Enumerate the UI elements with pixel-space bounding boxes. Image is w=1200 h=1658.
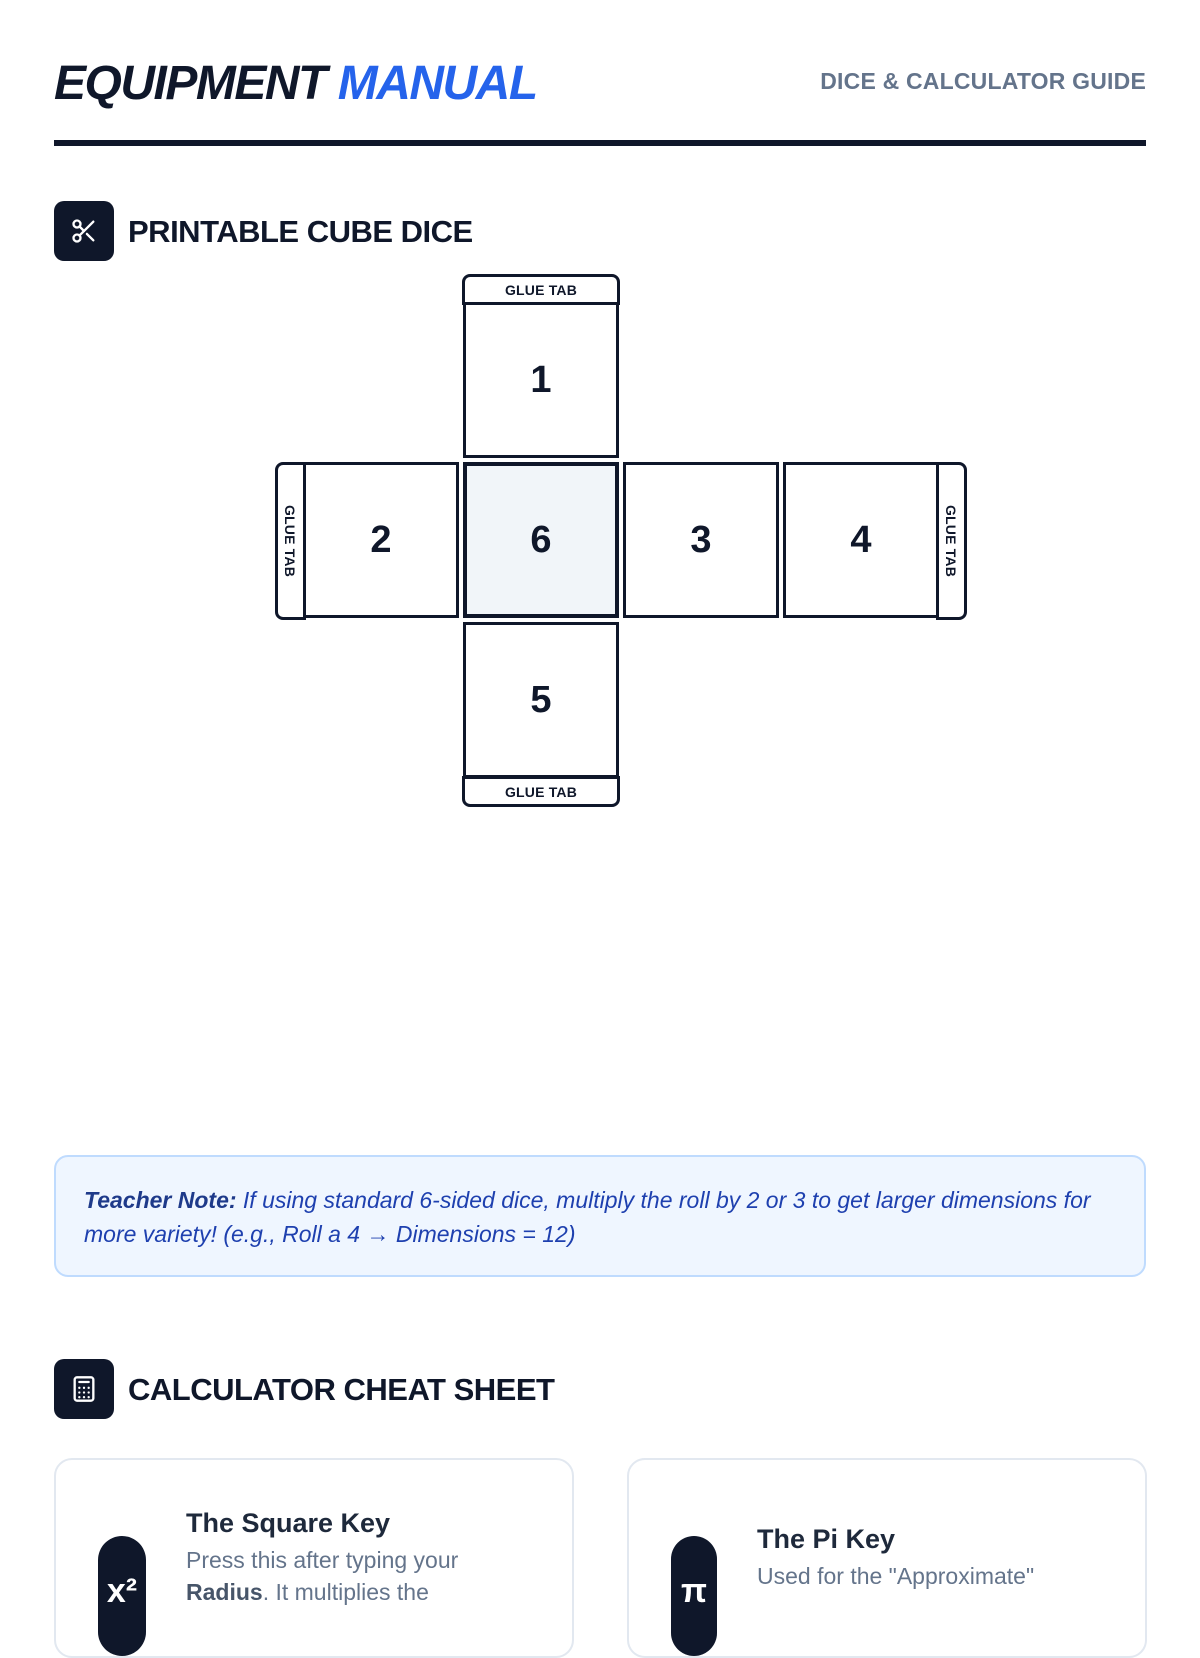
square-key-title: The Square Key (186, 1508, 391, 1538)
pi-key-icon: π (671, 1536, 717, 1656)
dice-face-right: 3 (623, 462, 779, 618)
calculator-icon (54, 1359, 114, 1419)
dice-face-left: 2 (303, 462, 459, 618)
glue-tab-right (936, 462, 967, 620)
calculator-section-title: CALCULATOR CHEAT SHEET (128, 1372, 555, 1407)
glue-tab-bottom (462, 776, 620, 807)
square-key-card (54, 1458, 574, 1658)
pi-key-title: The Pi Key (757, 1524, 896, 1554)
dice-face-center: 6 (463, 462, 619, 618)
square-key-description: Press this after typing your Radius. It multiplies the (186, 1547, 459, 1605)
calculator-section-heading (54, 1359, 854, 1419)
glue-tab-label: GLUE TAB (282, 504, 299, 578)
square-key-icon: x² (98, 1536, 146, 1656)
dice-face-bottom: 5 (463, 622, 619, 778)
title-main: EQUIPMENT (54, 57, 326, 110)
title-accent: MANUAL (337, 57, 537, 110)
page-header (54, 52, 1146, 112)
dice-face-far-right: 4 (783, 462, 939, 618)
scissors-icon (54, 201, 114, 261)
teacher-note-label: Teacher Note: (84, 1187, 237, 1213)
glue-tab-label: GLUE TAB (504, 281, 578, 298)
glue-tab-label: GLUE TAB (504, 783, 578, 800)
radius-term: Radius (186, 1579, 263, 1605)
pi-key-description: Used for the "Approximate" (757, 1563, 1035, 1589)
pi-key-card (627, 1458, 1147, 1658)
page-title (54, 56, 537, 112)
glue-tab-label: GLUE TAB (943, 504, 960, 578)
header-divider (54, 140, 1146, 146)
dice-section-heading (54, 201, 854, 261)
teacher-note-text (84, 1183, 1116, 1251)
dice-face-top: 1 (463, 302, 619, 458)
dice-section-title: PRINTABLE CUBE DICE (128, 214, 473, 249)
page-subtitle: DICE & CALCULATOR GUIDE (820, 68, 1146, 94)
teacher-note (54, 1155, 1146, 1277)
teacher-note-body: If using standard 6-sided dice, multiply the roll by 2 or 3 to get larger dimensions for more variety! (e.g., Roll a 4 → Dimensions = 12) (84, 1187, 1091, 1247)
glue-tab-left (275, 462, 306, 620)
glue-tab-top (462, 274, 620, 305)
cube-dice-net (0, 0, 1200, 820)
